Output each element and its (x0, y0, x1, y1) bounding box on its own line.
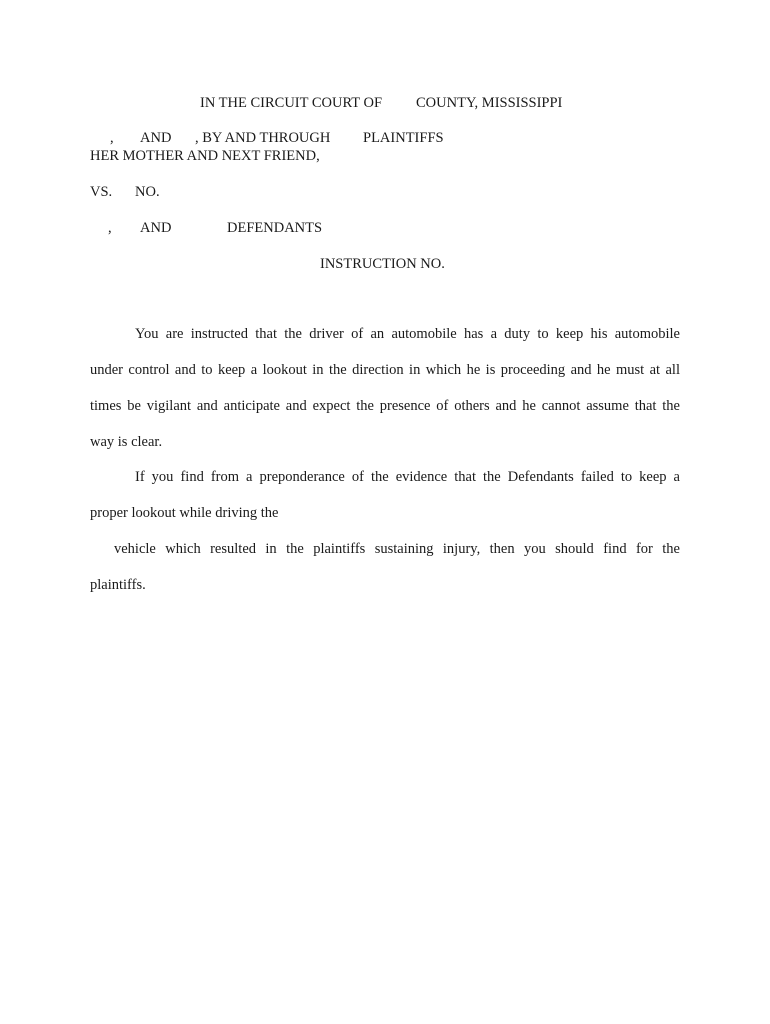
vs-label: VS. (90, 184, 113, 200)
paragraph-2-line-1: If you find from a preponderance of the evidence that the Defendants failed to keep a (135, 469, 680, 485)
defendant-and: AND (140, 220, 172, 236)
court-name-right: COUNTY, MISSISSIPPI (416, 95, 563, 111)
defendants-label: DEFENDANTS (227, 220, 323, 236)
party-by-and-through: , BY AND THROUGH (195, 130, 331, 146)
paragraph-1-line-4: way is clear. (90, 434, 163, 450)
paragraph-1-line-2: under control and to keep a lookout in the direction in which he is proceeding and he must at all (90, 362, 680, 378)
paragraph-1-line-3: times be vigilant and anticipate and expect the presence of others and he cannot assume that the (90, 398, 680, 414)
party-and-1: AND (140, 130, 172, 146)
paragraph-2-line-2: proper lookout while driving the (90, 505, 279, 521)
party-comma-1: , (110, 130, 114, 146)
instruction-heading: INSTRUCTION NO. (320, 256, 445, 272)
court-name-left: IN THE CIRCUIT COURT OF (200, 95, 383, 111)
party-line-2: HER MOTHER AND NEXT FRIEND, (90, 148, 320, 164)
paragraph-2-line-3: vehicle which resulted in the plaintiffs sustaining injury, then you should find for the (114, 541, 680, 557)
case-number-label: NO. (135, 184, 160, 200)
plaintiffs-label: PLAINTIFFS (363, 130, 444, 146)
paragraph-1-line-1: You are instructed that the driver of an automobile has a duty to keep his automobile (135, 326, 680, 342)
paragraph-2-line-4: plaintiffs. (90, 577, 146, 593)
defendant-comma: , (108, 220, 112, 236)
